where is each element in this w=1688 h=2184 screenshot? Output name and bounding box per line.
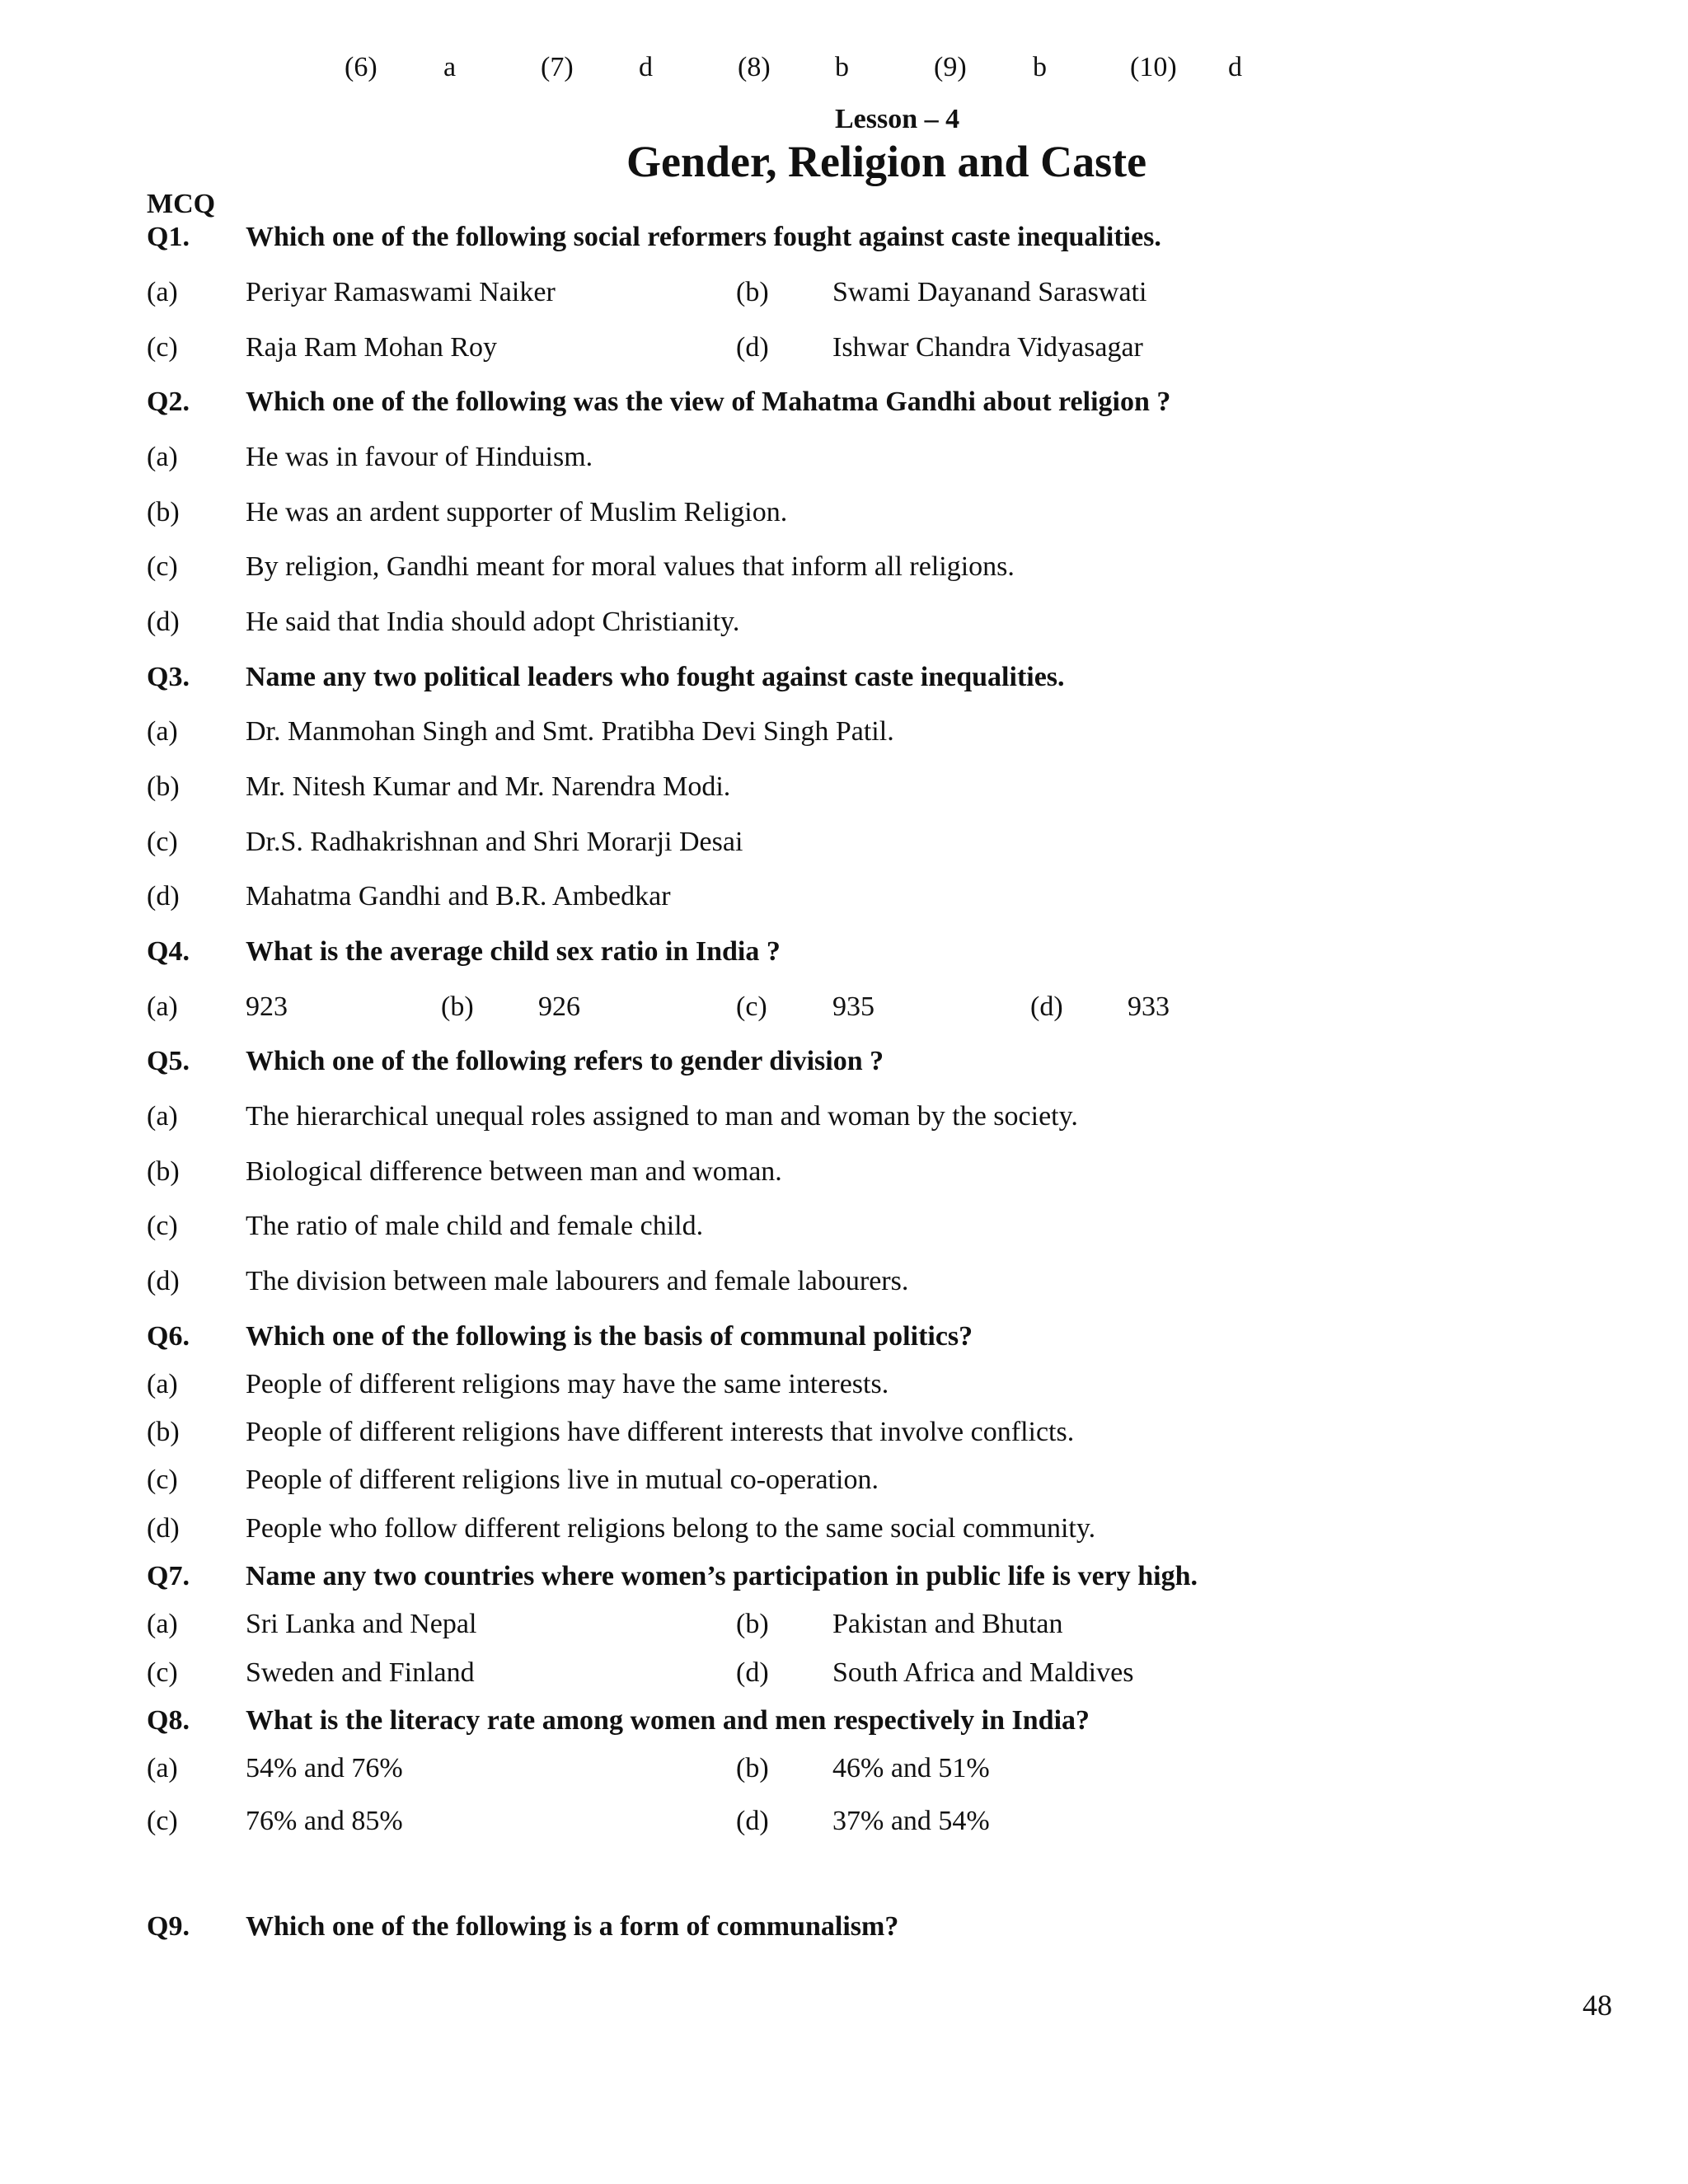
option-text: He said that India should adopt Christianity. [246, 607, 740, 637]
option-label: (b) [147, 1417, 180, 1447]
answer-number: (7) [541, 52, 574, 82]
option-label: (d) [736, 332, 769, 363]
option-text: Dr.S. Radhakrishnan and Shri Morarji Desai [246, 827, 743, 857]
option-text: 933 [1128, 991, 1170, 1022]
question-number: Q7. [147, 1561, 190, 1591]
option-text: Biological difference between man and woman. [246, 1156, 782, 1187]
option-label: (d) [736, 1806, 769, 1836]
option-text: South Africa and Maldives [832, 1657, 1134, 1688]
option-text: Sri Lanka and Nepal [246, 1609, 477, 1639]
option-text: Dr. Manmohan Singh and Smt. Pratibha Devi Singh Patil. [246, 716, 894, 747]
answer-letter: d [639, 52, 653, 82]
question-text: Which one of the following is the basis of communal politics? [246, 1321, 973, 1352]
option-label: (a) [147, 1609, 178, 1639]
question-number: Q9. [147, 1911, 190, 1942]
question-number: Q6. [147, 1321, 190, 1352]
option-label: (a) [147, 991, 178, 1022]
option-text: Sweden and Finland [246, 1657, 475, 1688]
question-text: Which one of the following is a form of communalism? [246, 1911, 899, 1942]
question-number: Q1. [147, 222, 190, 252]
option-text: He was in favour of Hinduism. [246, 442, 593, 472]
option-text: 54% and 76% [246, 1753, 403, 1783]
option-text: 935 [832, 991, 874, 1022]
option-text: Raja Ram Mohan Roy [246, 332, 498, 363]
option-text: The division between male labourers and female labourers. [246, 1266, 909, 1296]
answer-number: (8) [738, 52, 771, 82]
option-text: People of different religions live in mutual co-operation. [246, 1465, 879, 1495]
answer-number: (10) [1130, 52, 1177, 82]
option-label: (c) [147, 1806, 178, 1836]
option-label: (d) [147, 1513, 180, 1544]
answer-letter: b [1033, 52, 1047, 82]
option-text: 46% and 51% [832, 1753, 990, 1783]
answer-letter: b [835, 52, 849, 82]
answer-number: (9) [934, 52, 967, 82]
question-number: Q3. [147, 662, 190, 692]
section-label: MCQ [147, 189, 216, 219]
option-label: (c) [147, 332, 178, 363]
option-text: By religion, Gandhi meant for moral values that inform all religions. [246, 551, 1015, 582]
option-text: 923 [246, 991, 288, 1022]
answer-letter: a [443, 52, 457, 82]
option-label: (b) [147, 1156, 180, 1187]
option-label: (a) [147, 1369, 178, 1399]
option-text: 37% and 54% [832, 1806, 990, 1836]
option-label: (a) [147, 1753, 178, 1783]
option-text: People of different religions have different interests that involve conflicts. [246, 1417, 1075, 1447]
answer-number: (6) [345, 52, 377, 82]
option-label: (d) [736, 1657, 769, 1688]
option-label: (b) [736, 277, 769, 307]
option-label: (d) [147, 1266, 180, 1296]
option-text: Mahatma Gandhi and B.R. Ambedkar [246, 881, 671, 912]
option-label: (c) [147, 1465, 178, 1495]
option-label: (b) [147, 497, 180, 527]
option-text: 76% and 85% [246, 1806, 403, 1836]
option-text: Ishwar Chandra Vidyasagar [832, 332, 1143, 363]
question-text: Which one of the following was the view of Mahatma Gandhi about religion ? [246, 387, 1171, 417]
question-text: Name any two countries where women’s participation in public life is very high. [246, 1561, 1198, 1591]
option-label: (c) [147, 1211, 178, 1241]
question-number: Q2. [147, 387, 190, 417]
answer-letter: d [1228, 52, 1242, 82]
option-text: 926 [538, 991, 580, 1022]
page-title: Gender, Religion and Caste [626, 137, 1147, 186]
option-label: (c) [147, 1657, 178, 1688]
question-text: What is the literacy rate among women and men respectively in India? [246, 1705, 1090, 1736]
option-label: (c) [736, 991, 767, 1022]
option-text: Mr. Nitesh Kumar and Mr. Narendra Modi. [246, 771, 731, 802]
question-number: Q4. [147, 936, 190, 967]
option-label: (a) [147, 277, 178, 307]
option-label: (d) [147, 607, 180, 637]
question-text: Which one of the following social reformers fought against caste inequalities. [246, 222, 1161, 252]
option-label: (a) [147, 716, 178, 747]
option-label: (d) [1030, 991, 1063, 1022]
option-text: People who follow different religions belong to the same social community. [246, 1513, 1096, 1544]
option-text: Pakistan and Bhutan [832, 1609, 1063, 1639]
question-number: Q5. [147, 1046, 190, 1076]
option-label: (b) [736, 1609, 769, 1639]
option-text: The ratio of male child and female child. [246, 1211, 704, 1241]
option-label: (a) [147, 1101, 178, 1132]
question-text: Name any two political leaders who fought against caste inequalities. [246, 662, 1065, 692]
lesson-label: Lesson – 4 [835, 104, 960, 134]
option-label: (a) [147, 442, 178, 472]
option-label: (d) [147, 881, 180, 912]
option-text: He was an ardent supporter of Muslim Religion. [246, 497, 788, 527]
option-label: (c) [147, 551, 178, 582]
option-label: (b) [147, 771, 180, 802]
option-text: People of different religions may have the same interests. [246, 1369, 889, 1399]
question-text: Which one of the following refers to gender division ? [246, 1046, 884, 1076]
option-text: Swami Dayanand Saraswati [832, 277, 1147, 307]
option-label: (b) [736, 1753, 769, 1783]
option-text: The hierarchical unequal roles assigned to man and woman by the society. [246, 1101, 1078, 1132]
page-number: 48 [1582, 1989, 1612, 2022]
option-label: (c) [147, 827, 178, 857]
question-number: Q8. [147, 1705, 190, 1736]
question-text: What is the average child sex ratio in India ? [246, 936, 781, 967]
option-text: Periyar Ramaswami Naiker [246, 277, 556, 307]
option-label: (b) [441, 991, 474, 1022]
